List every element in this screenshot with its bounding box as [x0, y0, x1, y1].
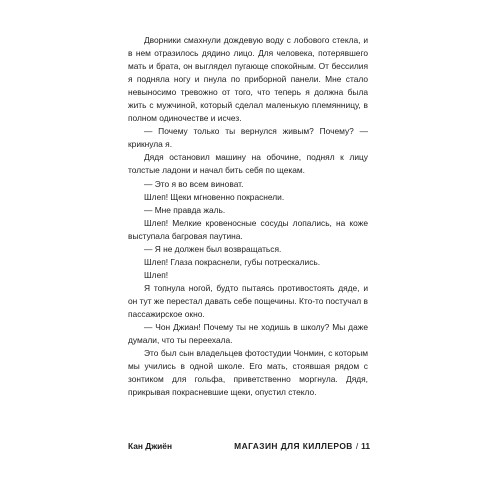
- paragraph-1: Дворники смахнули дождевую воду с лобового стекла, и в нем отразилось дядино лицо. Для человека, потерявшего мать и брата, он выглядел пугающе спокойным. От бессилия я подняла ногу и пнула по приборной панели. Мне стало невыносимо тревожно от того, что теперь я должна была жить с мужчиной, который сделал маленькую племянницу, в полном одиночестве и исчез.: [128, 35, 368, 124]
- paragraph-6: — Мне правда жаль.: [144, 204, 226, 215]
- footer-right: [234, 441, 370, 451]
- footer-author: Кан Джиён: [128, 441, 173, 451]
- footer-book-title: МАГАЗИН ДЛЯ КИЛЛЕРОВ: [234, 441, 353, 451]
- footer-separator: /: [355, 441, 359, 451]
- paragraph-5: Шлеп! Щеки мгновенно покраснели.: [144, 191, 285, 202]
- paragraph-9: Шлеп! Глаза покраснели, губы потрескались.: [144, 256, 321, 267]
- paragraph-11: Я топнула ногой, будто пытаясь противостоять дяде, и он тут же перестал давать себе пощечины. Кто-то постучал в пассажирское окно.: [128, 282, 368, 319]
- paragraph-12: — Чон Джиан! Почему ты не ходишь в школу? Мы даже думали, что ты переехала.: [128, 322, 368, 346]
- page-body: [128, 34, 368, 399]
- paragraph-4: — Это я во всем виноват.: [144, 178, 244, 189]
- page-number: 11: [361, 441, 370, 451]
- paragraph-7: Шлеп! Мелкие кровеносные сосуды лопались, на коже выступала багровая паутина.: [128, 217, 368, 241]
- paragraph-10: Шлеп!: [144, 269, 169, 280]
- paragraph-8: — Я не должен был возвращаться.: [144, 243, 282, 254]
- paragraph-2: — Почему только ты вернулся живым? Почему? — крикнула я.: [128, 126, 368, 150]
- paragraph-13: Это был сын владельцев фотостудии Чонмин, с которым мы учились в одной школе. Его мать, стоявшая рядом с зонтиком для гольфа, приветственно моргнула. Дядя, прикрывая покрасневшие щеки, опустил стекло.: [128, 348, 368, 398]
- paragraph-3: Дядя остановил машину на обочине, поднял к лицу толстые ладони и начал бить себя по щекам.: [128, 152, 368, 176]
- page-footer: [128, 441, 370, 451]
